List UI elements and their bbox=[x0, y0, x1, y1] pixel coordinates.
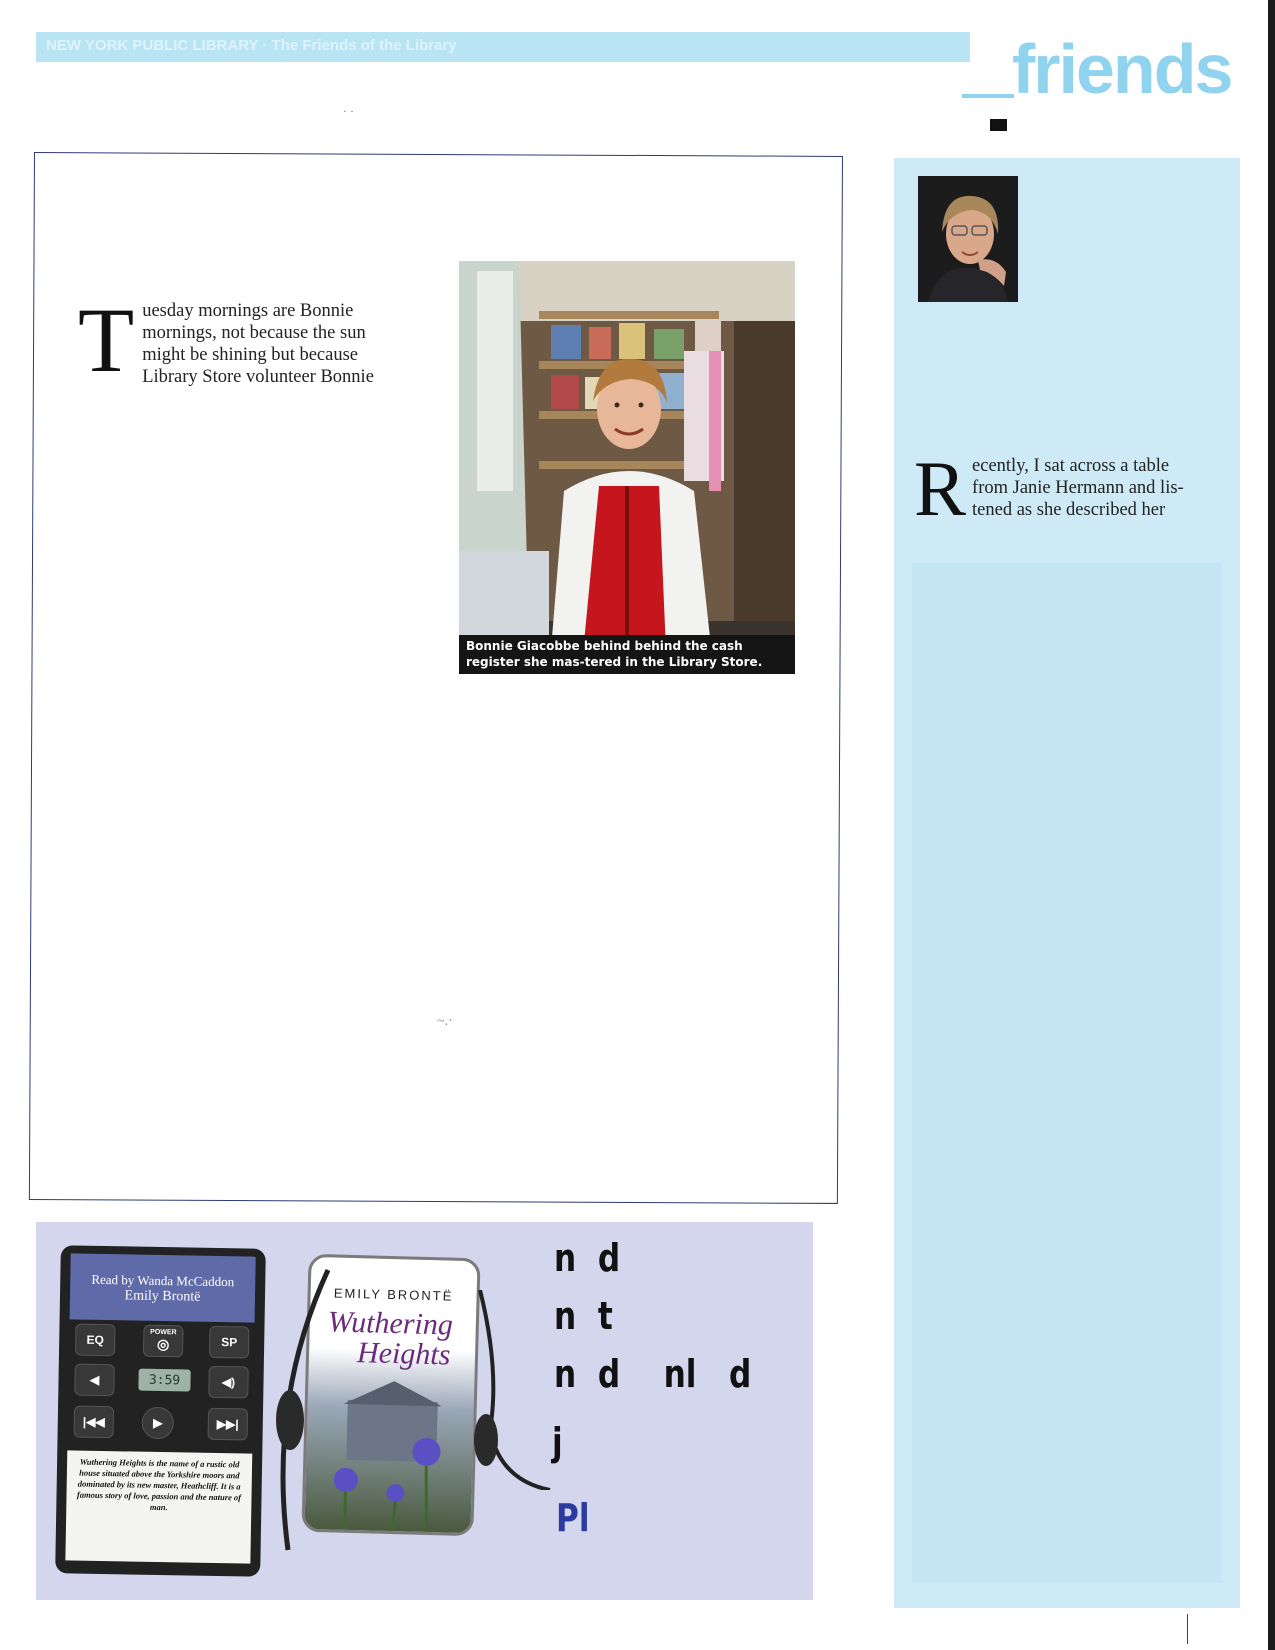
volume-up-icon: ◀) bbox=[208, 1366, 249, 1399]
header-band bbox=[36, 32, 970, 62]
article-intro bbox=[78, 289, 408, 391]
print-mark: ~.· bbox=[437, 1014, 453, 1029]
article-intro-text: uesday mornings are Bonnie mornings, not because the sun might be shining but because Library Store volunteer Bonnie bbox=[142, 301, 374, 387]
power-icon: ◎ bbox=[156, 1335, 170, 1353]
heading-fragment-1: n d bbox=[554, 1236, 621, 1280]
eq-button: EQ bbox=[75, 1324, 116, 1357]
player-display: 3:59 bbox=[138, 1369, 190, 1392]
forward-icon: ▶▶| bbox=[208, 1408, 249, 1441]
volume-down-icon: ◀ bbox=[74, 1363, 115, 1396]
bonnie-photo bbox=[459, 261, 795, 674]
book-title-line1: Wuthering bbox=[327, 1305, 454, 1342]
bonnie-photo-image bbox=[459, 261, 795, 674]
sidebar-intro-text: ecently, I sat across a table from Janie Hermann and lis-tened as she described her bbox=[972, 456, 1184, 520]
sidebar-dropcap: R bbox=[914, 445, 967, 532]
power-button bbox=[143, 1325, 184, 1358]
player-label bbox=[70, 1253, 256, 1322]
article-dropcap: T bbox=[78, 289, 135, 391]
player-description: Wuthering Heights is the name of a rustic old house situated above the Yorkshire moors and dominated by its new master, Heathcliff. It is a famous story of love, passion and the nature of man. bbox=[65, 1450, 252, 1563]
sp-button: SP bbox=[209, 1326, 250, 1359]
section-marker bbox=[990, 119, 1007, 131]
heading-fragment-5: Pl bbox=[556, 1496, 590, 1540]
page-tick bbox=[1187, 1614, 1188, 1644]
player-author: Emily Brontë bbox=[124, 1288, 201, 1305]
section-rule bbox=[962, 94, 1014, 98]
page-edge bbox=[1268, 0, 1275, 1650]
heading-fragment-2: n t bbox=[554, 1294, 613, 1338]
player-narrator: Read by Wanda McCaddon bbox=[91, 1271, 235, 1290]
play-icon: ▶ bbox=[142, 1407, 175, 1440]
sidebar-panel bbox=[894, 158, 1240, 1608]
book-author: EMILY BRONTË bbox=[333, 1285, 454, 1304]
book-title-line2: Heights bbox=[356, 1336, 451, 1372]
janie-portrait-image bbox=[918, 176, 1018, 302]
rewind-icon: |◀◀ bbox=[74, 1405, 115, 1438]
power-button-label: POWER bbox=[150, 1328, 177, 1337]
heading-fragment-3: n d nl d bbox=[554, 1352, 752, 1396]
janie-portrait bbox=[918, 176, 1018, 302]
headphones-icon bbox=[268, 1250, 348, 1580]
photo-caption: Bonnie Giacobbe behind behind the cash register she mas-tered in the Library Store. bbox=[459, 635, 795, 674]
section-title: friends bbox=[1012, 30, 1232, 108]
sidebar-intro bbox=[914, 445, 1204, 532]
sidebar-text-wash bbox=[912, 563, 1222, 1583]
heading-fragment-4: j bbox=[552, 1420, 563, 1464]
print-specks: · · bbox=[343, 104, 354, 118]
headphones-cable bbox=[470, 1290, 560, 1490]
header-band-text: NEW YORK PUBLIC LIBRARY · The Friends of the Library bbox=[46, 37, 457, 54]
audiobook-player bbox=[55, 1245, 266, 1577]
